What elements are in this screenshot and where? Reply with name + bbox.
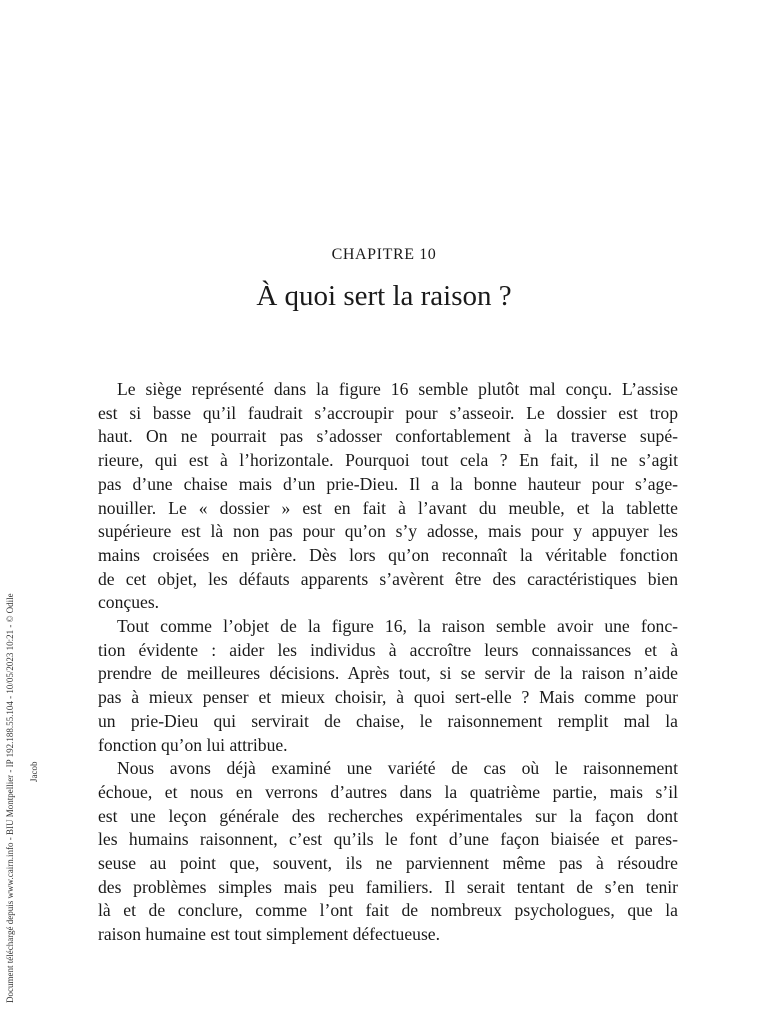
text-line: les humains raisonnent, c’est qu’ils le font d’une façon biaisée et pares- — [98, 829, 678, 850]
text-line: haut. On ne pourrait pas s’adosser confortablement à la traverse supé- — [98, 426, 678, 447]
watermark-line: Jacob — [29, 761, 39, 782]
text-line: supérieure est là non pas pour qu’on s’y adosse, mais pour y appuyer les — [98, 521, 678, 542]
text-line: nouiller. Le « dossier » est en fait à l’avant du meuble, et la tablette — [98, 497, 678, 518]
text-line: là et de conclure, comme l’ont fait de nombreux psychologues, que la — [98, 900, 678, 921]
text-line: seuse au point que, souvent, ils ne parviennent même pas à résoudre — [98, 853, 678, 874]
watermark-line: Document téléchargé depuis www.cairn.info - BIU Montpellier - IP 192.188.55.104 - 10/05/2023 10:21 - © Odile — [5, 593, 15, 1003]
text-line: des problèmes simples mais peu familiers. Il serait tentant de s’en tenir — [98, 876, 678, 897]
text-line: pas à mieux penser et mieux choisir, à quoi sert-elle ? Mais comme pour — [98, 687, 678, 708]
text-line: de cet objet, les défauts apparents s’avèrent être des caractéristiques bien — [98, 568, 678, 589]
body-text — [98, 378, 678, 947]
text-line: mains croisées en prière. Dès lors qu’on reconnaît la véritable fonction — [98, 544, 678, 565]
text-line: est une leçon générale des recherches expérimentales sur la façon dont — [98, 805, 678, 826]
text-line: rieure, qui est à l’horizontale. Pourquoi tout cela ? En fait, il ne s’agit — [98, 450, 678, 471]
chapter-label: CHAPITRE 10 — [331, 246, 437, 263]
text-line: est si basse qu’il faudrait s’accroupir pour s’asseoir. Le dossier est trop — [98, 402, 678, 423]
text-line: fonction qu’on lui attribue. — [98, 734, 288, 755]
text-line: pas d’une chaise mais d’un prie-Dieu. Il a la bonne hauteur pour s’age- — [98, 473, 678, 494]
text-line: Tout comme l’objet de la figure 16, la raison semble avoir une fonc- — [117, 616, 678, 637]
text-line: un prie-Dieu qui servirait de chaise, le raisonnement remplit mal la — [98, 710, 678, 731]
text-line: raison humaine est tout simplement défectueuse. — [98, 924, 441, 945]
text-line: prendre de meilleures décisions. Après tout, si se servir de la raison n’aide — [98, 663, 678, 684]
text-line: Le siège représenté dans la figure 16 semble plutôt mal conçu. L’assise — [117, 379, 678, 399]
chapter-title: À quoi sert la raison ? — [256, 280, 512, 312]
text-line: Nous avons déjà examiné une variété de cas où le raisonnement — [117, 758, 678, 779]
text-line: tion évidente : aider les individus à accroître leurs connaissances et à — [98, 639, 678, 660]
text-line: conçues. — [98, 592, 160, 613]
text-line: échoue, et nous en verrons d’autres dans la quatrième partie, mais s’il — [98, 781, 678, 802]
